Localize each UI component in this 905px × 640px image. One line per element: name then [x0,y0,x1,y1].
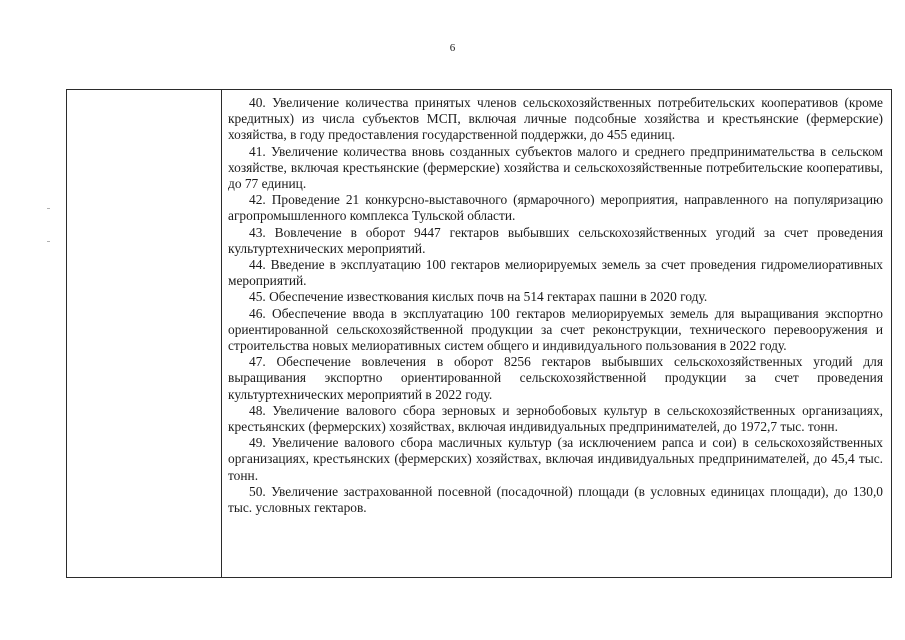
list-item-47: 47. Обеспечение вовлечения в оборот 8256 гектаров выбывших сельскохозяйственных угодий для выращивания экспортно ориентированной сельскохозяйственной продукции за счет проведения культуртехнических мероприятий в 2022 году. [228,354,883,402]
list-item-46: 46. Обеспечение ввода в эксплуатацию 100 гектаров мелиорируемых земель для выращивания экспортно ориентированной сельскохозяйственной продукции за счет реконструкции, технического перевооружения и строительства новых мелиоративных систем общего и индивидуального пользования в 2022 году. [228,305,883,354]
list-item-41: 41. Увеличение количества вновь созданных субъектов малого и среднего предпринимательства в сельском хозяйстве, включая крестьянские (фермерские) хозяйства и сельскохозяйственные потребительские кооперативы, до 77 единиц. [228,143,883,192]
list-item-44: 44. Введение в эксплуатацию 100 гектаров мелиорируемых земель за счет проведения гидромелиоративных мероприятий. [228,257,883,289]
list-item-43: 43. Вовлечение в оборот 9447 гектаров выбывших сельскохозяйственных угодий за счет проведения культуртехнических мероприятий. [228,224,883,256]
document-table [66,89,892,578]
list-item-40: 40. Увеличение количества принятых членов сельскохозяйственных потребительских кооперативов (кроме кредитных) из числа субъектов МСП, включая личные подсобные хозяйства и крестьянские (фермерские) хозяйства, в году предоставления государственной поддержки, до 455 единиц. [228,95,883,143]
list-item-42: 42. Проведение 21 конкурсно-выставочного (ярмарочного) мероприятия, направленного на популяризацию агропромышленного комплекса Тульской области. [228,192,883,224]
list-item-49: 49. Увеличение валового сбора масличных культур (за исключением рапса и сои) в сельскохозяйственных организациях, крестьянских (фермерских) хозяйствах, включая индивидуальных предпринимателей, до 45,4 тыс. тонн. [228,435,883,483]
page-number: 6 [449,42,456,54]
table-left-cell [67,90,222,577]
list-item-45: 45. Обеспечение известкования кислых почв на 514 гектарах пашни в 2020 году. [249,289,708,305]
list-item-48: 48. Увеличение валового сбора зерновых и зернобобовых культур в сельскохозяйственных организациях, крестьянских (фермерских) хозяйствах, включая индивидуальных предпринимателей, до 1972,7 тыс. тонн. [228,402,883,435]
table-right-cell [222,90,891,577]
list-item-50: 50. Увеличение застрахованной посевной (посадочной) площади (в условных единицах площади), до 130,0 тыс. условных гектаров. [228,483,883,516]
margin-mark [47,208,50,209]
margin-mark [47,241,50,242]
